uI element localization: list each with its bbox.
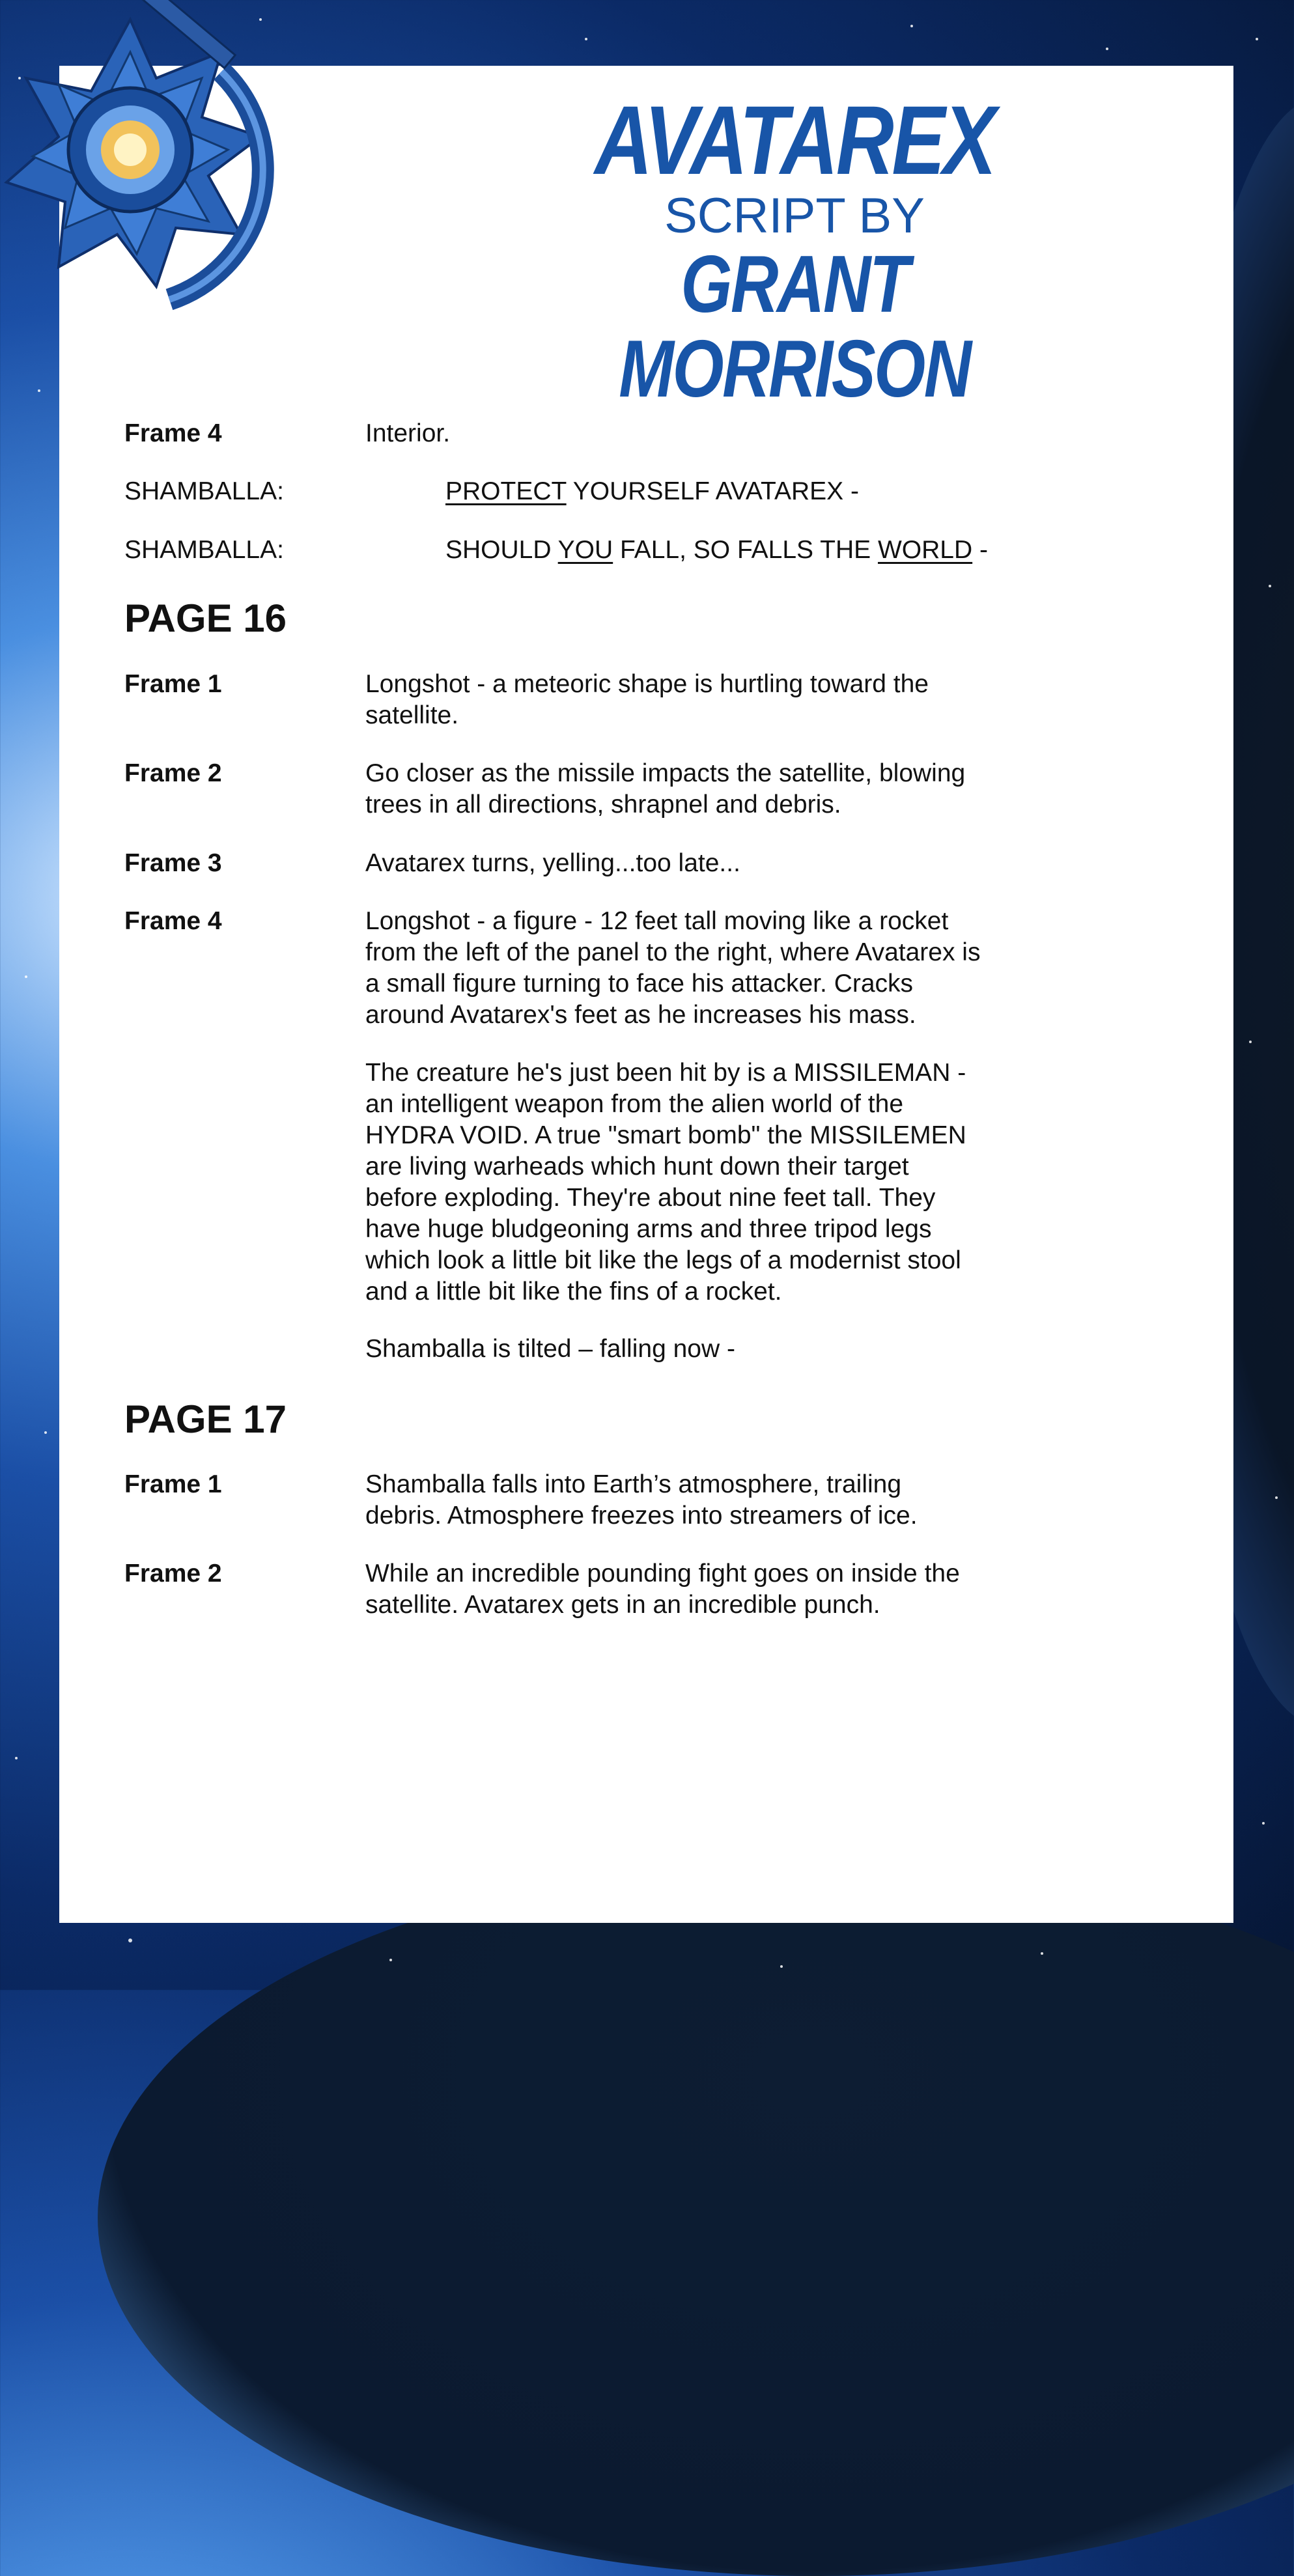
description-line: Go closer as the missile impacts the satellite, blowing xyxy=(365,759,966,787)
description-line: before exploding. They're about nine feet tall. They xyxy=(365,1184,936,1212)
frame-description: Avatarex turns, yelling...too late... xyxy=(365,849,740,877)
dialog-text: FALL, SO FALLS THE xyxy=(613,536,878,564)
dialog-text: YOURSELF AVATAREX - xyxy=(566,477,859,505)
description-line: an intelligent weapon from the alien world of the xyxy=(365,1090,904,1118)
emphasis-text: PROTECT xyxy=(445,477,567,505)
description-line: Longshot - a figure - 12 feet tall moving like a rocket xyxy=(365,907,949,935)
dialog-text: - xyxy=(972,536,988,564)
author-name: GRANT MORRISON xyxy=(619,240,970,414)
frame-description xyxy=(365,1469,1030,1532)
description-line: While an incredible pounding fight goes on inside the xyxy=(365,1560,960,1588)
frame-description xyxy=(365,906,1030,1031)
frame-description xyxy=(365,1057,1030,1308)
description-line: which look a little bit like the legs of a modernist stool xyxy=(365,1246,961,1274)
description-line: Shamballa falls into Earth’s atmosphere, trailing xyxy=(365,1470,902,1498)
dialog-speaker: SHAMBALLA: xyxy=(124,477,284,505)
dialog-line xyxy=(445,535,1097,566)
frame-description: Interior. xyxy=(365,419,451,447)
frame-label: Frame 3 xyxy=(124,849,222,877)
emphasis-text: YOU xyxy=(557,536,613,564)
frame-label: Frame 2 xyxy=(124,1560,222,1588)
description-line: The creature he's just been hit by is a MISSILEMAN - xyxy=(365,1059,966,1087)
frame-label: Frame 4 xyxy=(124,419,222,447)
description-line: around Avatarex's feet as he increases his mass. xyxy=(365,1001,916,1029)
description-line: HYDRA VOID. A true "smart bomb" the MISSILEMEN xyxy=(365,1121,966,1149)
description-line: debris. Atmosphere freezes into streamers of ice. xyxy=(365,1502,918,1530)
title-block xyxy=(456,85,1133,414)
description-line: are living warheads which hunt down their target xyxy=(365,1153,909,1181)
dialog-text: SHOULD xyxy=(445,536,558,564)
page-heading: PAGE 17 xyxy=(124,1397,287,1441)
description-line: Longshot - a meteoric shape is hurtling toward the xyxy=(365,670,929,698)
dialog-line xyxy=(445,476,1097,507)
frame-label: Frame 1 xyxy=(124,670,222,698)
shamballa-satellite-icon xyxy=(0,0,306,319)
description-line: have huge bludgeoning arms and three tripod legs xyxy=(365,1215,932,1243)
frame-description: Shamballa is tilted – falling now - xyxy=(365,1335,735,1363)
emphasis-text: WORLD xyxy=(877,536,973,564)
page-heading: PAGE 16 xyxy=(124,596,287,640)
earth-bottom-decor xyxy=(98,1860,1294,2576)
comic-title: AVATAREX xyxy=(595,85,994,195)
frame-description xyxy=(365,1558,1030,1621)
frame-description xyxy=(365,758,1030,820)
description-line: and a little bit like the fins of a rocket. xyxy=(365,1278,782,1306)
frame-label: Frame 4 xyxy=(124,907,222,935)
description-line: trees in all directions, shrapnel and debris. xyxy=(365,791,841,819)
description-line: a small figure turning to face his attacker. Cracks xyxy=(365,970,914,998)
description-line: from the left of the panel to the right, where Avatarex is xyxy=(365,938,981,966)
description-line: satellite. Avatarex gets in an incredible punch. xyxy=(365,1591,880,1619)
description-line: satellite. xyxy=(365,701,459,729)
frame-label: Frame 2 xyxy=(124,759,222,787)
script-by-label: SCRIPT BY xyxy=(664,188,925,244)
frame-description xyxy=(365,669,1030,731)
dialog-speaker: SHAMBALLA: xyxy=(124,536,284,564)
frame-label: Frame 1 xyxy=(124,1470,222,1498)
